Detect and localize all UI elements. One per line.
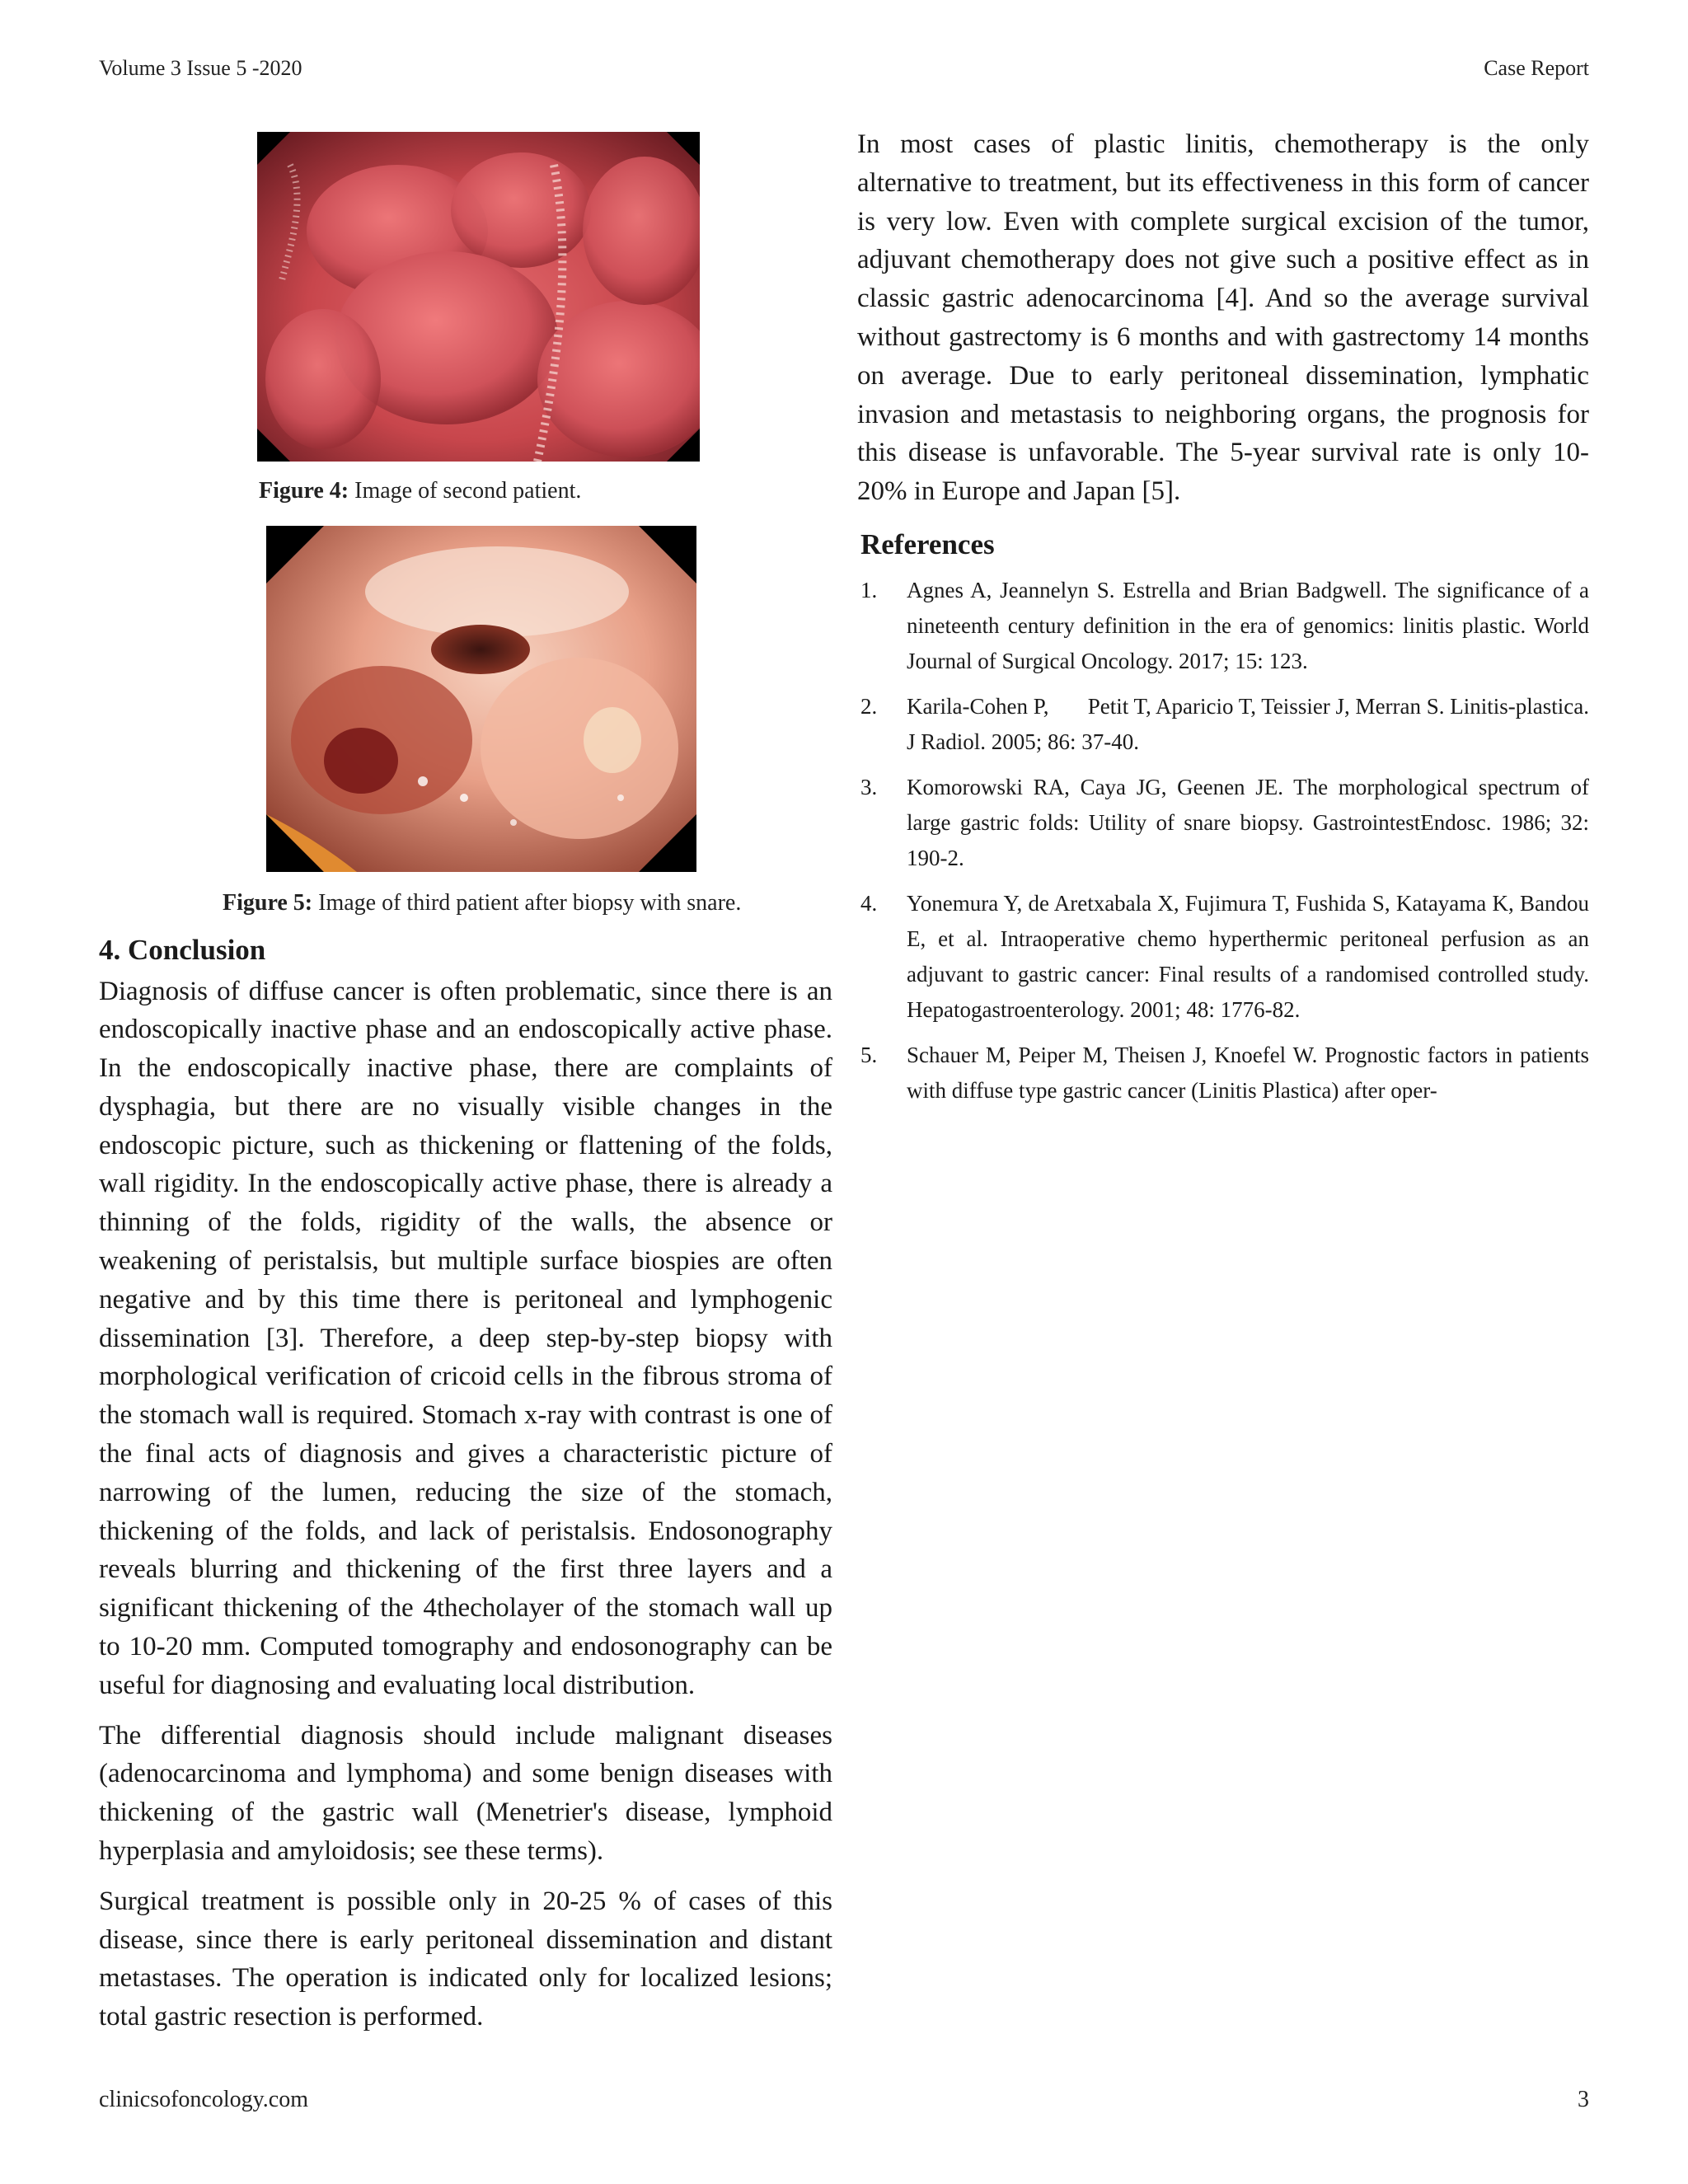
figure-4-label: Figure 4: (259, 478, 349, 504)
references-heading: References (860, 527, 995, 560)
figure-5-caption-text: Image of third patient after biopsy with snare. (312, 890, 742, 916)
figure-4 (99, 132, 832, 504)
figure-5 (99, 526, 832, 916)
conclusion-heading: 4. Conclusion (99, 934, 266, 966)
running-header (99, 56, 1589, 89)
reference-item (857, 1038, 1589, 1108)
reference-text: Agnes A, Jeannelyn S. Estrella and Brian Badgwell. The significance of a nineteenth century definition in the era of genomics: linitis plastic. World Journal of Surgical Oncology. 2017; 15: 123. (907, 578, 1589, 674)
surgical-treatment-paragraph: Surgical treatment is possible only in 20-25 % of cases of this disease, since there is early peritoneal dissemination and distant metastases. The operation is indicated only for localized lesions; total gastric resection is performed. (99, 1886, 832, 2032)
endoscopy-image-third-patient (266, 526, 696, 872)
reference-item (857, 573, 1589, 679)
reference-item (857, 886, 1589, 1028)
reference-number: 2. (860, 694, 878, 719)
endoscopy-image-second-patient (257, 132, 700, 462)
chemotherapy-paragraph: In most cases of plastic linitis, chemotherapy is the only alternative to treatment, but its effectiveness in this form of cancer is very low. Even with complete surgical excision of the tumor, adjuvant chemotherapy does not give such a positive effect as in classic gastric adenocarcinoma [4]. And so the average survival without gastrectomy is 6 months and with gastrectomy 14 months on average. Due to early peritoneal dissemination, lymphatic invasion and metastasis to neighboring organs, the prognosis for this disease is unfavorable. The 5-year survival rate is only 10-20% in Europe and Japan [5]. (857, 129, 1589, 507)
journal-volume: Volume 3 Issue 5 -2020 (99, 56, 302, 80)
figure-4-caption (99, 478, 832, 504)
differential-diagnosis-paragraph: The differential diagnosis should include malignant diseases (adenocarcinoma and lymphoma) and some benign diseases with thickening of the gastric wall (Menetrier's disease, lymphoid hyperplasia and amyloidosis; see these terms). (99, 1720, 832, 1867)
reference-number: 5. (860, 1043, 878, 1068)
reference-number: 3. (860, 775, 878, 800)
reference-item (857, 770, 1589, 876)
article-type: Case Report (1484, 56, 1589, 80)
figure-5-caption (99, 890, 832, 916)
references-list (857, 573, 1595, 1108)
figure-5-label: Figure 5: (223, 890, 313, 916)
reference-item (857, 689, 1595, 760)
conclusion-paragraph: Diagnosis of diffuse cancer is often problematic, since there is an endoscopically inactive phase and an endoscopically active phase. In the endoscopically inactive phase, there are complaints of dysphagia, but there are no visually visible changes in the endoscopic picture, such as thickening or flattening of the folds, wall rigidity. In the endoscopically active phase, there is already a thinning of the folds, rigidity of the walls, the absence or weakening of peristalsis, but multiple surface biospies are often negative and by this time there is peritoneal and lymphogenic dissemination [3]. Therefore, a deep step-by-step biopsy with morphological verification of cricoid cells in the fibrous stroma of the stomach wall is required. Stomach x-ray with contrast is one of the final acts of diagnosis and gives a characteristic picture of narrowing of the lumen, reducing the size of the stomach, thickening of the folds, and lack of peristalsis. Endosonography reveals blurring and thickening of the first three layers and a significant thickening of the 4thecholayer of the stomach wall up to 10-20 mm. Computed tomography and endosonography can be useful for diagnosing and evaluating local distribution. (99, 976, 832, 1700)
reference-text: Yonemura Y, de Aretxabala X, Fujimura T, Fushida S, Katayama K, Bandou E, et al. Intraoperative chemo hyperthermic peritoneal perfusion as an adjuvant to gastric cancer: Final results of a randomised controlled study. Hepatogastroenterology. 2001; 48: 1776-82. (907, 891, 1589, 1023)
reference-text: Komorowski RA, Caya JG, Geenen JE. The morphological spectrum of large gastric folds: Utility of snare biopsy. GastrointestEndosc. 1986; 32: 190-2. (907, 775, 1589, 871)
left-column (99, 132, 832, 2048)
figure-4-caption-text: Image of second patient. (349, 478, 582, 504)
running-footer (99, 2087, 1589, 2120)
reference-text: Karila-Cohen P, Petit T, Aparicio T, Teissier J, Merran S. Linitis-plastica. J Radiol. 2005; 86: 37-40. (907, 694, 1595, 755)
page-number: 3 (1578, 2087, 1589, 2112)
right-column (857, 125, 1595, 1118)
reference-text: Schauer M, Peiper M, Theisen J, Knoefel W. Prognostic factors in patients with diffuse type gastric cancer (Linitis Plastica) after oper- (907, 1043, 1589, 1104)
reference-number: 4. (860, 891, 878, 916)
journal-website: clinicsofoncology.com (99, 2087, 309, 2112)
reference-number: 1. (860, 578, 878, 603)
